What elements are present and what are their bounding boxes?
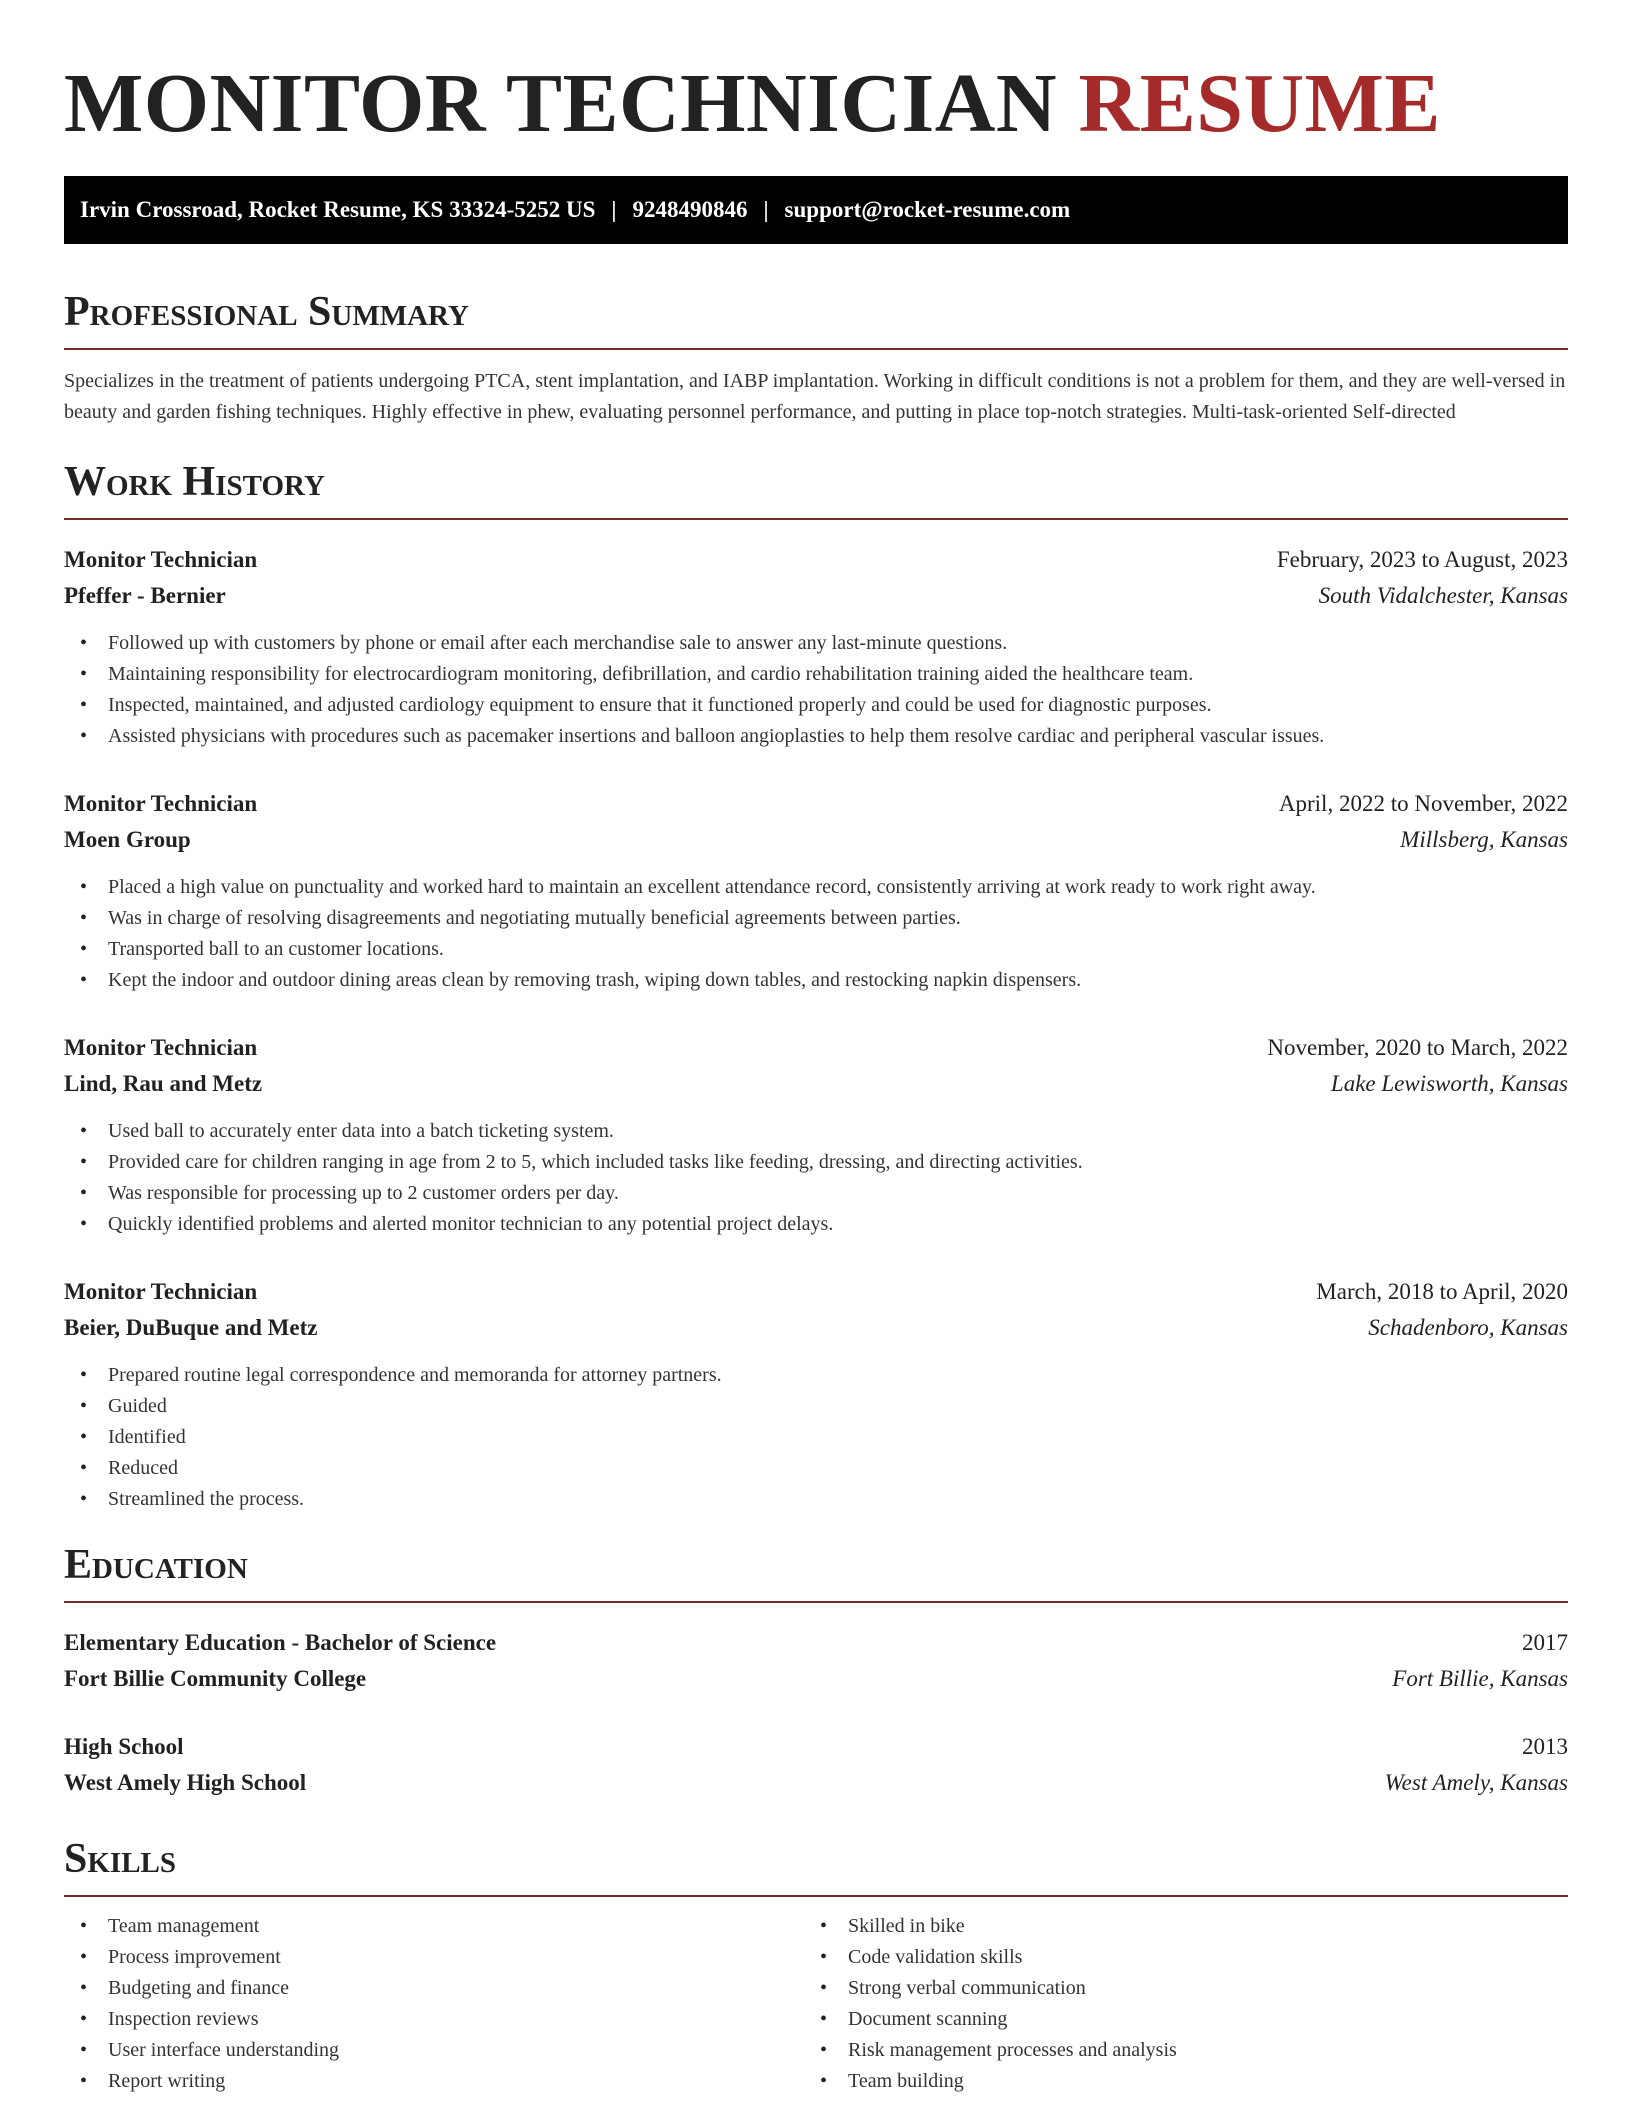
job-location: Schadenboro, Kansas — [1368, 1315, 1568, 1340]
job-duty: • Provided care for children ranging in age from 2 to 5, which included tasks like feeding, dressing, and directing activities. — [64, 1147, 1568, 1178]
job-title: Monitor Technician — [64, 1035, 258, 1060]
job-title-row — [64, 542, 1568, 578]
skills-column-right — [804, 1911, 1568, 2097]
job-entry — [64, 786, 1568, 996]
skill-item: • Code validation skills — [804, 1942, 1568, 1973]
job-duty: • Reduced — [64, 1453, 1568, 1484]
education-degree-row — [64, 1729, 1568, 1765]
education-year: 2017 — [1522, 1630, 1568, 1655]
contact-bar — [64, 176, 1568, 244]
job-duties — [64, 628, 1568, 752]
summary-heading: Professional Summary — [64, 288, 1568, 350]
job-duty: • Transported ball to an customer locations. — [64, 934, 1568, 965]
job-title-row — [64, 786, 1568, 822]
job-duty: • Was responsible for processing up to 2 customer orders per day. — [64, 1178, 1568, 1209]
job-duty: • Prepared routine legal correspondence and memoranda for attorney partners. — [64, 1360, 1568, 1391]
job-title: Monitor Technician — [64, 791, 258, 816]
job-duties — [64, 872, 1568, 996]
skill-item: • Budgeting and finance — [64, 1973, 804, 2004]
skill-item: • Inspection reviews — [64, 2004, 804, 2035]
job-company: Lind, Rau and Metz — [64, 1071, 263, 1096]
job-duty: • Identified — [64, 1422, 1568, 1453]
education-school: Fort Billie Community College — [64, 1666, 367, 1691]
job-company-row — [64, 822, 1568, 858]
education-heading: Education — [64, 1541, 1568, 1603]
education-location: Fort Billie, Kansas — [1392, 1666, 1568, 1691]
job-duties — [64, 1116, 1568, 1240]
skills-grid — [64, 1911, 1568, 2097]
job-company: Pfeffer - Bernier — [64, 583, 226, 608]
skill-item: • Team management — [64, 1911, 804, 1942]
education-degree-row — [64, 1625, 1568, 1661]
work-history-heading: Work History — [64, 458, 1568, 520]
education-year: 2013 — [1522, 1734, 1568, 1759]
skill-item: • Risk management processes and analysis — [804, 2035, 1568, 2066]
job-company: Beier, DuBuque and Metz — [64, 1315, 318, 1340]
job-entry — [64, 1030, 1568, 1240]
contact-address: Irvin Crossroad, Rocket Resume, KS 33324-5252 US — [80, 197, 596, 222]
job-dates: March, 2018 to April, 2020 — [1316, 1279, 1568, 1304]
contact-separator: | — [763, 197, 769, 222]
skill-item: • Process improvement — [64, 1942, 804, 1973]
job-title-row — [64, 1030, 1568, 1066]
job-duty: • Streamlined the process. — [64, 1484, 1568, 1515]
job-location: Lake Lewisworth, Kansas — [1330, 1071, 1568, 1096]
education-location: West Amely, Kansas — [1384, 1770, 1568, 1795]
skill-item: • User interface understanding — [64, 2035, 804, 2066]
education-degree: High School — [64, 1734, 184, 1759]
skills-heading: Skills — [64, 1835, 1568, 1897]
job-location: Millsberg, Kansas — [1400, 827, 1568, 852]
education-school-row — [64, 1765, 1568, 1801]
education-degree: Elementary Education - Bachelor of Science — [64, 1630, 497, 1655]
job-duty: • Quickly identified problems and alerted monitor technician to any potential project delays. — [64, 1209, 1568, 1240]
contact-phone[interactable]: 9248490846 — [632, 197, 748, 222]
job-dates: November, 2020 to March, 2022 — [1267, 1035, 1568, 1060]
job-duty: • Kept the indoor and outdoor dining areas clean by removing trash, wiping down tables, and restocking napkin dispensers. — [64, 965, 1568, 996]
education-entry — [64, 1625, 1568, 1697]
job-title: Monitor Technician — [64, 1279, 258, 1304]
education-school: West Amely High School — [64, 1770, 307, 1795]
job-duty: • Used ball to accurately enter data into a batch ticketing system. — [64, 1116, 1568, 1147]
job-company-row — [64, 578, 1568, 614]
job-entry — [64, 542, 1568, 752]
education-school-row — [64, 1661, 1568, 1697]
job-company-row — [64, 1310, 1568, 1346]
resume-title — [64, 54, 1568, 154]
education-entry — [64, 1729, 1568, 1801]
job-duty: • Maintaining responsibility for electrocardiogram monitoring, defibrillation, and cardio rehabilitation training aided the healthcare team. — [64, 659, 1568, 690]
skills-column-left — [64, 1911, 804, 2097]
job-company-row — [64, 1066, 1568, 1102]
skill-item: • Team building — [804, 2066, 1568, 2097]
job-duty: • Followed up with customers by phone or email after each merchandise sale to answer any last-minute questions. — [64, 628, 1568, 659]
job-duty: • Guided — [64, 1391, 1568, 1422]
contact-email[interactable]: support@rocket-resume.com — [784, 197, 1071, 222]
skill-item: • Report writing — [64, 2066, 804, 2097]
job-title-row — [64, 1274, 1568, 1310]
skill-item: • Document scanning — [804, 2004, 1568, 2035]
skill-item: • Strong verbal communication — [804, 1973, 1568, 2004]
job-duty: • Assisted physicians with procedures such as pacemaker insertions and balloon angioplasties to help them resolve cardiac and peripheral vascular issues. — [64, 721, 1568, 752]
job-title: Monitor Technician — [64, 547, 258, 572]
job-duty: • Inspected, maintained, and adjusted cardiology equipment to ensure that it functioned properly and could be used for diagnostic purposes. — [64, 690, 1568, 721]
job-location: South Vidalchester, Kansas — [1318, 583, 1568, 608]
job-dates: April, 2022 to November, 2022 — [1278, 791, 1568, 816]
contact-separator: | — [611, 197, 617, 222]
skill-item: • Skilled in bike — [804, 1911, 1568, 1942]
summary-text: Specializes in the treatment of patients undergoing PTCA, stent implantation, and IABP implantation. Working in difficult conditions is not a problem for them, and they are well-versed in beauty and garden fishing techniques. Highly effective in phew, evaluating personnel performance, and putting in place top-notch strategies. Multi-task-oriented Self-directed — [64, 370, 1566, 423]
job-entry — [64, 1274, 1568, 1515]
job-dates: February, 2023 to August, 2023 — [1276, 547, 1568, 572]
title-accent: RESUME — [1078, 57, 1441, 150]
job-duty: • Placed a high value on punctuality and worked hard to maintain an excellent attendance record, consistently arriving at work ready to work right away. — [64, 872, 1568, 903]
job-duty: • Was in charge of resolving disagreements and negotiating mutually beneficial agreements between parties. — [64, 903, 1568, 934]
job-duties — [64, 1360, 1568, 1515]
job-company: Moen Group — [64, 827, 191, 852]
title-main: MONITOR TECHNICIAN — [64, 57, 1058, 150]
